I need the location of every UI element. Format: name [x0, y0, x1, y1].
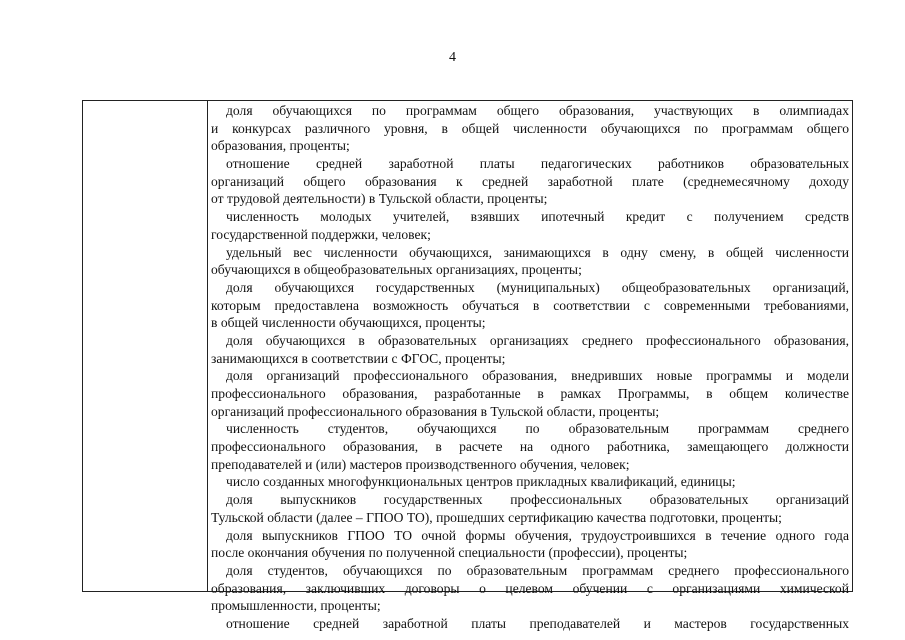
text-line: организаций профессионального образования в Тульской области, проценты;: [211, 403, 660, 419]
text-line: преподавателей и (или) мастеров производственного обучения, человек;: [211, 456, 630, 472]
indicator-paragraph: [211, 562, 849, 615]
text-line: профессионального образования, в расчете на одного работника, замещающего должности: [211, 439, 849, 455]
text-line: доля выпускников государственных профессиональных образовательных организаций: [226, 492, 849, 508]
indicator-paragraph: [211, 615, 849, 633]
text-line: численность студентов, обучающихся по образовательным программам среднего: [226, 421, 849, 437]
text-line: доля студентов, обучающихся по образовательным программам среднего профессионального: [226, 562, 849, 578]
indicator-paragraph: [211, 208, 849, 243]
text-line: удельный вес численности обучающихся, занимающихся в одну смену, в общей численности: [226, 244, 849, 260]
text-line: которым предоставлена возможность обучаться в соответствии с современными требованиями,: [211, 297, 849, 313]
text-line: после окончания обучения по полученной специальности (профессии), проценты;: [211, 545, 688, 561]
text-line: занимающихся в соответствии с ФГОС, проценты;: [211, 350, 506, 366]
text-line: отношение средней заработной платы педагогических работников образовательных: [226, 156, 849, 172]
indicator-paragraph: [211, 367, 849, 420]
indicator-paragraph: [211, 155, 849, 208]
text-line: доля выпускников ГПОО ТО очной формы обучения, трудоустроившихся в течение одного года: [226, 527, 849, 543]
text-line: и конкурсах различного уровня, в общей численности обучающихся по программам общего: [211, 120, 849, 136]
indicators-table: [82, 100, 853, 631]
column-divider: [207, 101, 208, 591]
text-line: число созданных многофункциональных центров прикладных квалификаций, единицы;: [226, 474, 736, 490]
text-line: численность молодых учителей, взявших ипотечный кредит с получением средств: [226, 209, 849, 225]
indicators-cell: [211, 102, 849, 633]
text-line: доля обучающихся по программам общего образования, участвующих в олимпиадах: [226, 103, 849, 118]
indicator-paragraph: [211, 527, 849, 562]
text-line: доля обучающихся в образовательных организациях среднего профессионального образования,: [226, 332, 849, 348]
indicator-paragraph: [211, 332, 849, 367]
text-line: отношение средней заработной платы преподавателей и мастеров государственных: [226, 615, 849, 631]
text-line: доля обучающихся государственных (муниципальных) общеобразовательных организаций,: [226, 279, 849, 295]
text-line: организаций общего образования к средней заработной плате (среднемесячному доходу: [211, 173, 849, 189]
text-line: Тульской области (далее – ГПОО ТО), прошедших сертификацию качества подготовки, проценты;: [211, 509, 782, 525]
text-line: обучающихся в общеобразовательных организациях, проценты;: [211, 262, 582, 278]
indicator-paragraph: [211, 420, 849, 473]
text-line: образования, заключивших договоры о целевом обучении с организациями химической: [211, 580, 849, 596]
text-line: доля организаций профессионального образования, внедривших новые программы и модели: [226, 368, 849, 384]
text-line: от трудовой деятельности) в Тульской области, проценты;: [211, 191, 548, 207]
indicator-paragraph: [211, 473, 849, 491]
indicator-paragraph: [211, 491, 849, 526]
indicator-paragraph: [211, 244, 849, 279]
indicator-paragraph: [211, 279, 849, 332]
text-line: государственной поддержки, человек;: [211, 226, 431, 242]
text-line: промышленности, проценты;: [211, 598, 381, 614]
indicator-paragraph: [211, 102, 849, 155]
text-line: образования, проценты;: [211, 138, 350, 154]
page-number: 4: [449, 50, 456, 65]
text-line: профессионального образования, разработанные в рамках Программы, в общем количестве: [211, 386, 849, 401]
text-line: в общей численности обучающихся, проценты;: [211, 315, 486, 331]
